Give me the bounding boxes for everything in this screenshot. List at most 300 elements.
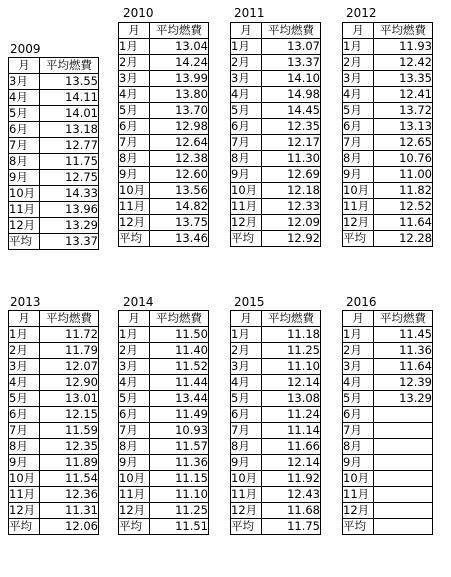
fuel-table-2010 (118, 22, 209, 247)
table-row (119, 119, 209, 135)
fuel-cell: 11.40 (150, 343, 209, 359)
month-cell: 5月 (119, 391, 150, 407)
fuel-cell: 10.93 (150, 423, 209, 439)
fuel-cell: 13.72 (374, 103, 433, 119)
fuel-cell: 11.50 (150, 327, 209, 343)
year-label: 2015 (234, 295, 265, 309)
fuel-cell: 11.79 (40, 343, 99, 359)
month-cell: 10月 (343, 183, 374, 199)
fuel-cell: 12.18 (262, 183, 321, 199)
month-cell: 4月 (119, 375, 150, 391)
month-cell: 3月 (343, 359, 374, 375)
fuel-cell: 12.39 (374, 375, 433, 391)
month-cell: 3月 (231, 359, 262, 375)
month-cell: 2月 (9, 343, 40, 359)
fuel-cell: 12.75 (40, 170, 99, 186)
fuel-cell: 11.14 (262, 423, 321, 439)
table-row (9, 375, 99, 391)
month-header: 月 (231, 311, 262, 327)
fuel-cell: 11.72 (40, 327, 99, 343)
month-cell: 9月 (119, 167, 150, 183)
average-label: 平均 (119, 519, 150, 535)
fuel-cell: 13.18 (40, 122, 99, 138)
month-cell: 12月 (343, 503, 374, 519)
month-cell: 10月 (343, 471, 374, 487)
month-cell: 2月 (119, 343, 150, 359)
fuel-cell (374, 407, 433, 423)
fuel-cell: 13.35 (374, 71, 433, 87)
table-row (119, 39, 209, 55)
table-row (119, 423, 209, 439)
month-cell: 5月 (231, 391, 262, 407)
fuel-cell: 11.31 (40, 503, 99, 519)
month-cell: 10月 (9, 186, 40, 202)
month-cell: 3月 (231, 71, 262, 87)
fuel-table-2013 (8, 310, 99, 535)
fuel-cell: 13.96 (40, 202, 99, 218)
month-cell: 7月 (9, 138, 40, 154)
fuel-cell: 13.44 (150, 391, 209, 407)
table-row (343, 215, 433, 231)
header-row (9, 311, 99, 327)
table-row (119, 199, 209, 215)
table-row (119, 327, 209, 343)
fuel-cell: 11.66 (262, 439, 321, 455)
table-row (231, 215, 321, 231)
month-cell: 7月 (119, 423, 150, 439)
fuel-cell: 13.56 (150, 183, 209, 199)
table-row (343, 407, 433, 423)
fuel-cell: 14.01 (40, 106, 99, 122)
month-cell: 11月 (231, 199, 262, 215)
table-row (119, 407, 209, 423)
month-cell: 10月 (119, 471, 150, 487)
fuel-cell: 11.75 (40, 154, 99, 170)
table-row (231, 407, 321, 423)
fuel-cell: 12.52 (374, 199, 433, 215)
month-header: 月 (119, 23, 150, 39)
table-row (9, 327, 99, 343)
average-label: 平均 (119, 231, 150, 247)
month-header: 月 (231, 23, 262, 39)
month-cell: 4月 (119, 87, 150, 103)
month-cell: 3月 (343, 71, 374, 87)
fuel-cell: 13.29 (40, 218, 99, 234)
fuel-cell: 13.13 (374, 119, 433, 135)
table-row (9, 138, 99, 154)
month-cell: 12月 (231, 215, 262, 231)
month-cell: 12月 (9, 218, 40, 234)
table-row (9, 487, 99, 503)
average-row (119, 519, 209, 535)
fuel-cell: 11.15 (150, 471, 209, 487)
month-cell: 9月 (343, 167, 374, 183)
month-cell: 5月 (231, 103, 262, 119)
month-cell: 5月 (9, 391, 40, 407)
fuel-cell: 11.59 (40, 423, 99, 439)
month-cell: 4月 (9, 375, 40, 391)
fuel-cell: 12.60 (150, 167, 209, 183)
fuel-cell: 11.10 (150, 487, 209, 503)
fuel-header: 平均燃費 (374, 311, 433, 327)
fuel-cell: 13.75 (150, 215, 209, 231)
fuel-cell: 14.24 (150, 55, 209, 71)
fuel-header: 平均燃費 (374, 23, 433, 39)
fuel-cell: 13.07 (262, 39, 321, 55)
header-row (9, 58, 99, 74)
average-row (231, 231, 321, 247)
table-row (231, 151, 321, 167)
month-cell: 5月 (9, 106, 40, 122)
table-row (343, 455, 433, 471)
fuel-cell: 11.36 (150, 455, 209, 471)
month-cell: 4月 (343, 87, 374, 103)
fuel-cell: 13.08 (262, 391, 321, 407)
table-row (119, 375, 209, 391)
month-cell: 4月 (9, 90, 40, 106)
table-row (343, 151, 433, 167)
month-cell: 8月 (231, 151, 262, 167)
table-row (343, 375, 433, 391)
table-row (343, 471, 433, 487)
table-row (231, 71, 321, 87)
table-row (9, 407, 99, 423)
fuel-cell: 11.24 (262, 407, 321, 423)
fuel-cell: 11.44 (150, 375, 209, 391)
month-cell: 6月 (343, 407, 374, 423)
header-row (231, 311, 321, 327)
month-cell: 1月 (231, 39, 262, 55)
month-cell: 11月 (9, 202, 40, 218)
month-header: 月 (9, 311, 40, 327)
fuel-cell: 12.98 (150, 119, 209, 135)
fuel-table-2015 (230, 310, 321, 535)
fuel-cell: 13.29 (374, 391, 433, 407)
month-cell: 2月 (119, 55, 150, 71)
fuel-header: 平均燃費 (262, 311, 321, 327)
month-cell: 7月 (119, 135, 150, 151)
month-cell: 10月 (231, 471, 262, 487)
table-row (231, 55, 321, 71)
fuel-cell: 13.80 (150, 87, 209, 103)
month-cell: 11月 (9, 487, 40, 503)
table-row (231, 135, 321, 151)
fuel-cell: 12.36 (40, 487, 99, 503)
month-cell: 11月 (119, 199, 150, 215)
table-row (231, 167, 321, 183)
table-row (343, 87, 433, 103)
fuel-cell: 12.15 (40, 407, 99, 423)
table-row (343, 135, 433, 151)
month-header: 月 (9, 58, 40, 74)
month-cell: 12月 (231, 503, 262, 519)
table-row (119, 71, 209, 87)
month-cell: 5月 (343, 103, 374, 119)
table-row (119, 391, 209, 407)
month-cell: 6月 (9, 407, 40, 423)
fuel-cell: 12.65 (374, 135, 433, 151)
month-cell: 5月 (343, 391, 374, 407)
average-row (231, 519, 321, 535)
table-row (231, 87, 321, 103)
fuel-cell: 11.52 (150, 359, 209, 375)
year-label: 2009 (10, 42, 41, 56)
fuel-header: 平均燃費 (150, 23, 209, 39)
month-cell: 2月 (343, 55, 374, 71)
average-value: 13.46 (150, 231, 209, 247)
table-row (343, 503, 433, 519)
fuel-cell (374, 471, 433, 487)
fuel-cell: 12.41 (374, 87, 433, 103)
fuel-cell (374, 503, 433, 519)
month-cell: 7月 (343, 423, 374, 439)
fuel-cell: 11.54 (40, 471, 99, 487)
month-cell: 5月 (119, 103, 150, 119)
fuel-table-2012 (342, 22, 433, 247)
fuel-header: 平均燃費 (40, 58, 99, 74)
fuel-cell: 11.49 (150, 407, 209, 423)
month-cell: 11月 (231, 487, 262, 503)
table-row (343, 183, 433, 199)
month-cell: 1月 (343, 327, 374, 343)
month-cell: 10月 (9, 471, 40, 487)
fuel-cell: 11.30 (262, 151, 321, 167)
year-label: 2016 (346, 295, 377, 309)
table-row (9, 170, 99, 186)
fuel-cell: 12.77 (40, 138, 99, 154)
month-cell: 9月 (9, 455, 40, 471)
fuel-cell: 14.45 (262, 103, 321, 119)
table-row (119, 103, 209, 119)
fuel-cell: 11.92 (262, 471, 321, 487)
table-row (119, 439, 209, 455)
month-cell: 4月 (231, 375, 262, 391)
month-cell: 1月 (231, 327, 262, 343)
average-label: 平均 (343, 519, 374, 535)
table-row (9, 391, 99, 407)
table-row (231, 39, 321, 55)
average-value: 11.51 (150, 519, 209, 535)
table-row (9, 218, 99, 234)
fuel-cell: 11.64 (374, 215, 433, 231)
table-row (343, 391, 433, 407)
fuel-cell: 12.43 (262, 487, 321, 503)
table-row (119, 135, 209, 151)
fuel-table-2009 (8, 57, 99, 250)
header-row (343, 23, 433, 39)
month-cell: 6月 (231, 407, 262, 423)
average-value: 12.92 (262, 231, 321, 247)
average-value: 12.28 (374, 231, 433, 247)
table-row (231, 471, 321, 487)
table-row (231, 503, 321, 519)
month-cell: 1月 (119, 39, 150, 55)
table-row (9, 471, 99, 487)
average-row (343, 519, 433, 535)
month-cell: 9月 (343, 455, 374, 471)
month-cell: 8月 (119, 151, 150, 167)
fuel-cell: 13.37 (262, 55, 321, 71)
table-row (9, 122, 99, 138)
average-label: 平均 (9, 519, 40, 535)
fuel-cell: 12.35 (262, 119, 321, 135)
fuel-cell: 12.90 (40, 375, 99, 391)
fuel-cell (374, 423, 433, 439)
month-cell: 1月 (343, 39, 374, 55)
table-row (9, 423, 99, 439)
fuel-cell: 11.00 (374, 167, 433, 183)
month-cell: 8月 (343, 439, 374, 455)
month-header: 月 (343, 311, 374, 327)
table-row (231, 343, 321, 359)
month-cell: 12月 (119, 215, 150, 231)
table-row (343, 55, 433, 71)
table-row (343, 343, 433, 359)
month-cell: 2月 (231, 55, 262, 71)
fuel-cell: 11.25 (150, 503, 209, 519)
month-cell: 9月 (231, 167, 262, 183)
table-row (119, 167, 209, 183)
fuel-cell: 14.33 (40, 186, 99, 202)
table-row (343, 327, 433, 343)
table-row (9, 90, 99, 106)
month-cell: 3月 (9, 74, 40, 90)
fuel-cell: 13.99 (150, 71, 209, 87)
month-cell: 3月 (119, 71, 150, 87)
table-row (343, 359, 433, 375)
table-row (343, 167, 433, 183)
table-row (231, 103, 321, 119)
month-cell: 11月 (343, 487, 374, 503)
average-row (9, 519, 99, 535)
month-cell: 11月 (343, 199, 374, 215)
table-row (343, 423, 433, 439)
month-cell: 7月 (343, 135, 374, 151)
month-cell: 6月 (343, 119, 374, 135)
table-row (231, 183, 321, 199)
month-cell: 4月 (231, 87, 262, 103)
table-row (231, 455, 321, 471)
fuel-cell: 12.07 (40, 359, 99, 375)
year-label: 2012 (346, 6, 377, 20)
fuel-cell (374, 487, 433, 503)
fuel-cell: 11.18 (262, 327, 321, 343)
table-row (119, 455, 209, 471)
month-cell: 2月 (343, 343, 374, 359)
header-row (231, 23, 321, 39)
month-cell: 9月 (9, 170, 40, 186)
month-cell: 8月 (9, 439, 40, 455)
average-value: 13.37 (40, 234, 99, 250)
month-cell: 1月 (9, 327, 40, 343)
fuel-header: 平均燃費 (150, 311, 209, 327)
fuel-cell: 10.76 (374, 151, 433, 167)
month-cell: 7月 (9, 423, 40, 439)
table-row (231, 359, 321, 375)
table-row (343, 119, 433, 135)
table-row (119, 55, 209, 71)
table-row (9, 455, 99, 471)
table-row (119, 183, 209, 199)
table-row (119, 151, 209, 167)
table-row (119, 487, 209, 503)
month-cell: 10月 (231, 183, 262, 199)
table-row (9, 186, 99, 202)
fuel-cell: 13.01 (40, 391, 99, 407)
month-cell: 9月 (119, 455, 150, 471)
month-cell: 11月 (119, 487, 150, 503)
table-row (231, 487, 321, 503)
fuel-cell: 12.69 (262, 167, 321, 183)
table-row (9, 359, 99, 375)
table-row (343, 39, 433, 55)
fuel-cell: 11.64 (374, 359, 433, 375)
table-row (231, 439, 321, 455)
average-label: 平均 (231, 519, 262, 535)
average-value (374, 519, 433, 535)
fuel-cell: 14.82 (150, 199, 209, 215)
year-label: 2010 (123, 6, 154, 20)
month-cell: 4月 (343, 375, 374, 391)
month-header: 月 (119, 311, 150, 327)
fuel-cell: 13.55 (40, 74, 99, 90)
month-cell: 12月 (343, 215, 374, 231)
table-row (343, 199, 433, 215)
year-label: 2014 (123, 295, 154, 309)
table-row (9, 503, 99, 519)
table-row (231, 119, 321, 135)
fuel-cell: 12.14 (262, 455, 321, 471)
month-cell: 3月 (9, 359, 40, 375)
month-cell: 2月 (231, 343, 262, 359)
fuel-cell: 12.35 (40, 439, 99, 455)
table-row (119, 359, 209, 375)
month-cell: 7月 (231, 423, 262, 439)
fuel-cell: 12.33 (262, 199, 321, 215)
fuel-cell: 14.11 (40, 90, 99, 106)
average-value: 12.06 (40, 519, 99, 535)
fuel-cell: 11.68 (262, 503, 321, 519)
fuel-table-2016 (342, 310, 433, 535)
month-cell: 8月 (119, 439, 150, 455)
table-row (231, 391, 321, 407)
month-cell: 6月 (119, 119, 150, 135)
fuel-cell: 12.64 (150, 135, 209, 151)
table-row (9, 439, 99, 455)
table-row (119, 215, 209, 231)
table-row (9, 74, 99, 90)
month-cell: 6月 (231, 119, 262, 135)
fuel-cell: 11.36 (374, 343, 433, 359)
fuel-cell: 11.89 (40, 455, 99, 471)
table-row (9, 154, 99, 170)
table-row (119, 503, 209, 519)
table-row (9, 343, 99, 359)
fuel-cell: 11.45 (374, 327, 433, 343)
header-row (119, 311, 209, 327)
table-row (343, 71, 433, 87)
fuel-cell: 11.93 (374, 39, 433, 55)
month-cell: 6月 (9, 122, 40, 138)
fuel-cell: 14.10 (262, 71, 321, 87)
table-row (9, 106, 99, 122)
fuel-cell: 11.10 (262, 359, 321, 375)
average-label: 平均 (9, 234, 40, 250)
table-row (343, 487, 433, 503)
fuel-table-2011 (230, 22, 321, 247)
fuel-cell: 14.98 (262, 87, 321, 103)
month-cell: 10月 (119, 183, 150, 199)
